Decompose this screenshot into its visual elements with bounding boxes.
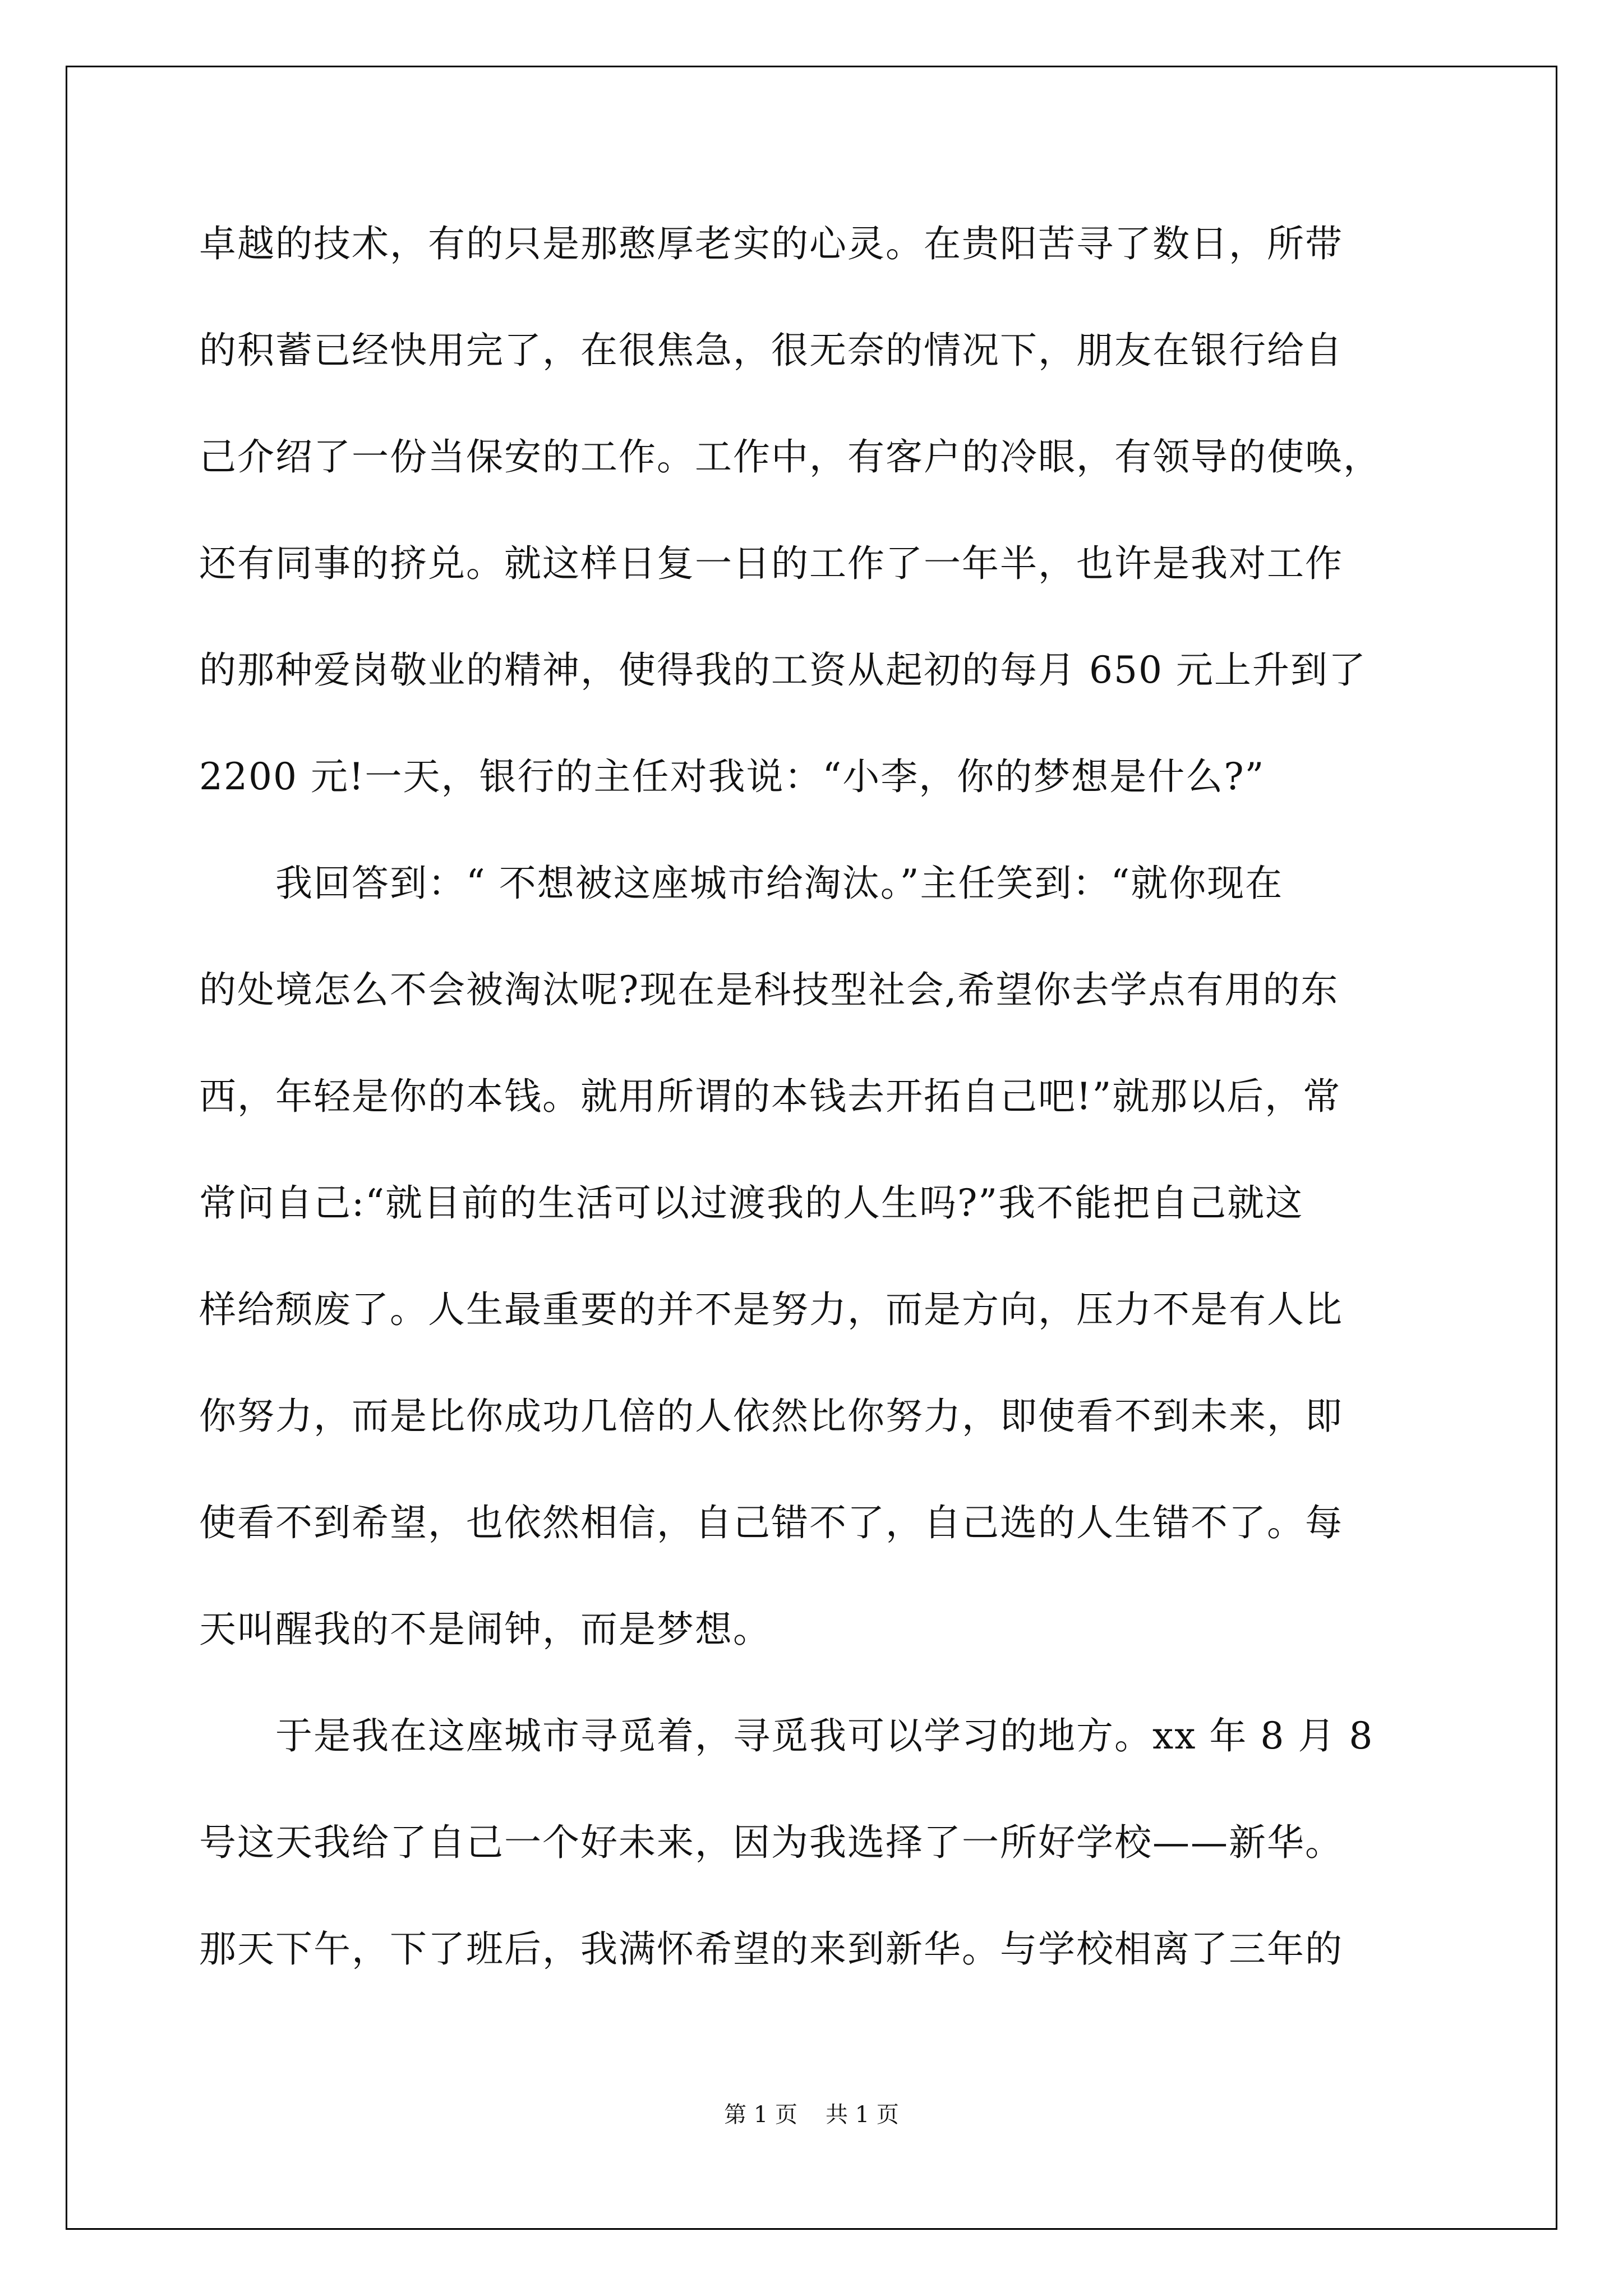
text-line: 的处境怎么不会被淘汰呢?现在是科技型社会,希望你去学点有用的东 bbox=[199, 968, 1339, 1011]
text-line: 样给颓废了。人生最重要的并不是努力，而是方向，压力不是有人比 bbox=[199, 1288, 1343, 1331]
text-line: 西，年轻是你的本钱。就用所谓的本钱去开拓自己吧!”就那以后，常 bbox=[199, 1075, 1341, 1118]
text-line: 使看不到希望，也依然相信，自己错不了，自己选的人生错不了。每 bbox=[199, 1501, 1343, 1544]
text-line: 常问自己:“就目前的生活可以过渡我的人生吗?”我不能把自己就这 bbox=[199, 1181, 1304, 1225]
text-line: 的那种爱岗敬业的精神，使得我的工资从起初的每月 650 元上升到了 bbox=[199, 648, 1367, 692]
text-line: 天叫醒我的不是闹钟，而是梦想。 bbox=[199, 1608, 771, 1651]
text-line: 还有同事的挤兑。就这样日复一日的工作了一年半，也许是我对工作 bbox=[199, 542, 1343, 585]
document-body bbox=[199, 191, 1433, 2003]
text-line: 号这天我给了自己一个好未来，因为我选择了一所好学校——新华。 bbox=[199, 1821, 1343, 1864]
text-line: 己介绍了一份当保安的工作。工作中，有客户的冷眼，有领导的使唤， bbox=[199, 435, 1381, 478]
text-line: 我回答到：“ 不想被这座城市给淘汰。”主任笑到：“就你现在 bbox=[199, 862, 1284, 905]
text-line: 那天下午，下了班后，我满怀希望的来到新华。与学校相离了三年的 bbox=[199, 1927, 1343, 1971]
page-footer bbox=[0, 2097, 1623, 2129]
page-total: 共 1 页 bbox=[826, 2102, 899, 2128]
text-line: 的积蓄已经快用完了，在很焦急，很无奈的情况下，朋友在银行给自 bbox=[199, 329, 1343, 372]
text-line: 卓越的技术，有的只是那憨厚老实的心灵。在贵阳苦寻了数日，所带 bbox=[199, 222, 1343, 265]
text-line: 你努力，而是比你成功几倍的人依然比你努力，即使看不到未来，即 bbox=[199, 1395, 1343, 1438]
text-line: 2200 元!一天，银行的主任对我说：“小李，你的梦想是什么?” bbox=[199, 755, 1265, 798]
page-number: 第 1 页 bbox=[724, 2102, 797, 2128]
text-line: 于是我在这座城市寻觅着，寻觅我可以学习的地方。xx 年 8 月 8 bbox=[199, 1714, 1374, 1757]
